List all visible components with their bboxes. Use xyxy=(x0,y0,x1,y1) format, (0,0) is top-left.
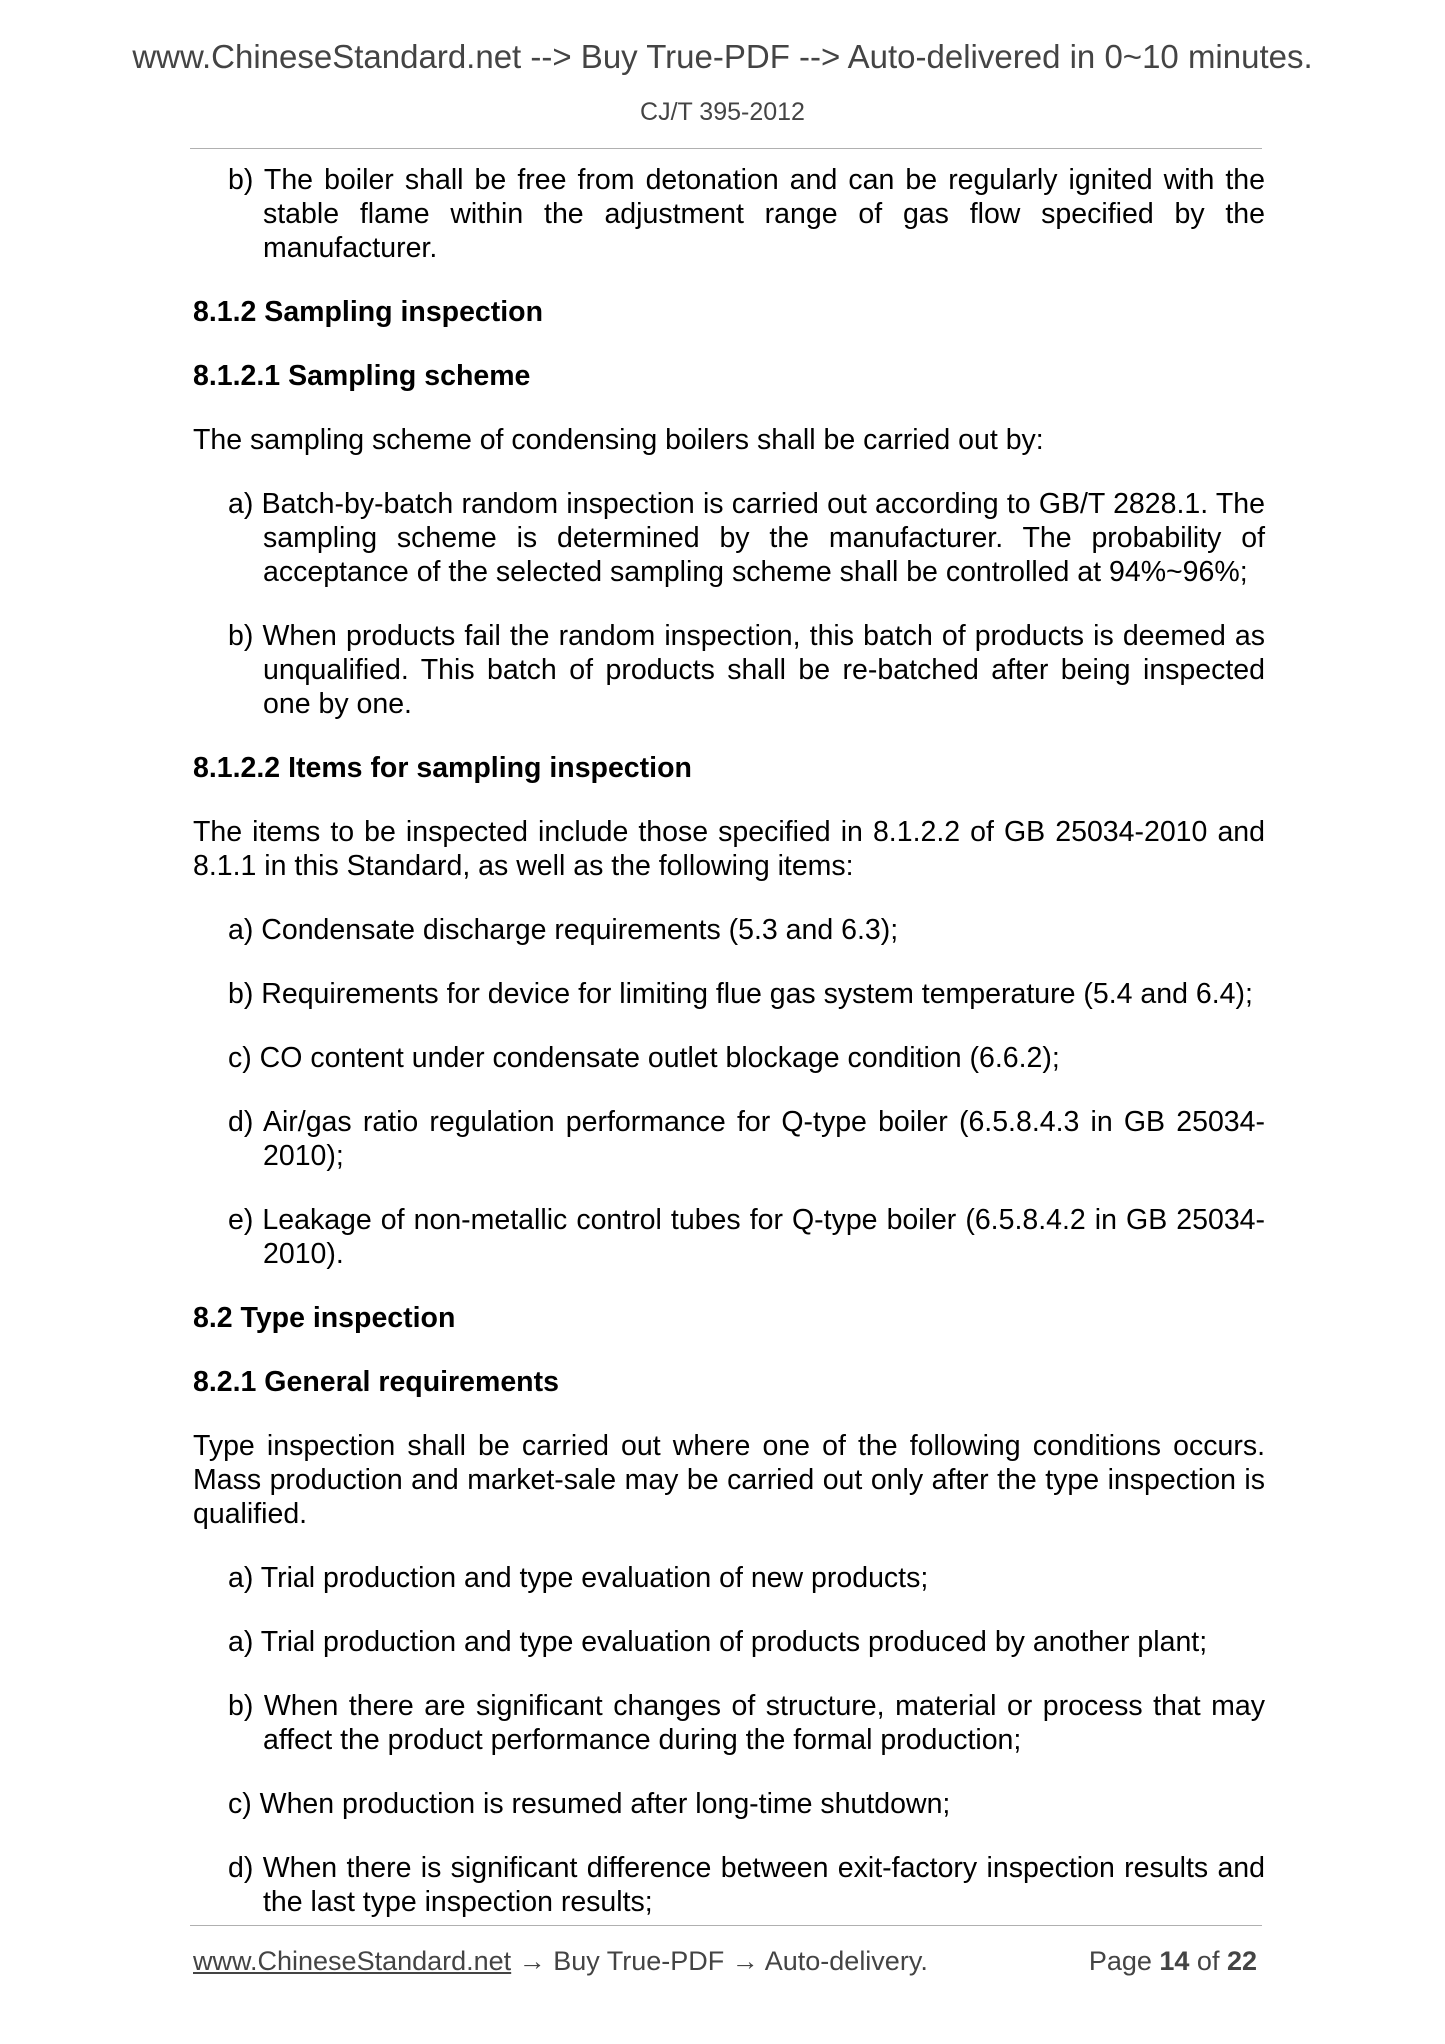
footer-promo-text: → Buy True-PDF → Auto-delivery. xyxy=(511,1946,928,1976)
section-heading: 8.1.2 Sampling inspection xyxy=(193,296,544,328)
list-item xyxy=(193,1041,1265,1075)
list-label: a) xyxy=(228,914,254,946)
subsection-heading: 8.2.1 General requirements xyxy=(193,1366,559,1398)
list-label: c) xyxy=(228,1788,252,1820)
list-text: When production is resumed after long-time shutdown; xyxy=(259,1788,951,1820)
list-text: When there is significant difference between exit-factory inspection results and the last type inspection results; xyxy=(262,1852,1265,1918)
paragraph: The items to be inspected include those specified in 8.1.2.2 of GB 25034-2010 and 8.1.1 in this Standard, as well as the following items: xyxy=(193,816,1265,882)
page-footer xyxy=(193,1946,1257,1977)
list-label: b) xyxy=(228,978,254,1010)
list-text: Requirements for device for limiting flue gas system temperature (5.4 and 6.4); xyxy=(261,978,1253,1010)
list-item xyxy=(193,1625,1265,1659)
list-label: d) xyxy=(228,1106,254,1138)
total-pages: 22 xyxy=(1226,1946,1257,1976)
subsection-heading: 8.1.2.1 Sampling scheme xyxy=(193,360,531,392)
list-text: The boiler shall be free from detonation and can be regularly ignited with the stable flame within the adjustment range of gas flow specified by the manufacturer. xyxy=(263,164,1265,264)
list-label: d) xyxy=(228,1852,254,1884)
list-item xyxy=(193,163,1265,265)
list-label: a) xyxy=(228,488,254,520)
list-label: b) xyxy=(228,620,254,652)
paragraph: Type inspection shall be carried out where one of the following conditions occurs. Mass production and market-sale may be carried out only after the type inspection is qualified. xyxy=(193,1430,1265,1530)
section-heading: 8.2 Type inspection xyxy=(193,1302,456,1334)
list-text: Trial production and type evaluation of products produced by another plant; xyxy=(260,1626,1208,1658)
subsection-heading: 8.1.2.2 Items for sampling inspection xyxy=(193,752,692,784)
paragraph: The sampling scheme of condensing boilers shall be carried out by: xyxy=(193,424,1044,456)
list-text: CO content under condensate outlet blockage condition (6.6.2); xyxy=(259,1042,1060,1074)
list-text: When products fail the random inspection, this batch of products is deemed as unqualified. This batch of products shall be re-batched after being inspected one by one. xyxy=(262,620,1265,720)
list-item xyxy=(193,1203,1265,1271)
list-item xyxy=(193,487,1265,589)
list-item xyxy=(193,1787,1265,1821)
list-item xyxy=(193,1105,1265,1173)
standard-code: CJ/T 395-2012 xyxy=(640,98,805,126)
header-divider xyxy=(190,148,1262,149)
list-label: a) xyxy=(228,1626,254,1658)
list-text: Trial production and type evaluation of new products; xyxy=(260,1562,929,1594)
document-body xyxy=(193,163,1265,1919)
footer-promo xyxy=(193,1946,928,1977)
list-text: Batch-by-batch random inspection is carried out according to GB/T 2828.1. The sampling scheme is determined by the manufacturer. The probability of acceptance of the selected sampling scheme shall be controlled at 94%~96%; xyxy=(261,488,1265,588)
list-item xyxy=(193,1689,1265,1757)
list-text: Condensate discharge requirements (5.3 and 6.3); xyxy=(261,914,899,946)
footer-site-link[interactable]: www.ChineseStandard.net xyxy=(193,1946,512,1976)
list-text: When there are significant changes of structure, material or process that may affect the product performance during the formal production; xyxy=(263,1690,1265,1756)
list-label: b) xyxy=(228,164,254,196)
list-text: Air/gas ratio regulation performance for Q-type boiler (6.5.8.4.3 in GB 25034-2010); xyxy=(262,1106,1265,1172)
list-item xyxy=(193,977,1265,1011)
list-label: c) xyxy=(228,1042,252,1074)
list-label: e) xyxy=(228,1204,254,1236)
footer-divider xyxy=(190,1925,1262,1926)
list-label: b) xyxy=(228,1690,254,1722)
list-item xyxy=(193,913,1265,947)
list-item xyxy=(193,1851,1265,1919)
top-banner: www.ChineseStandard.net --> Buy True-PDF --> Auto-delivered in 0~10 minutes. xyxy=(132,38,1313,75)
page-indicator: Page 14 of 22 xyxy=(1088,1946,1257,1976)
list-text: Leakage of non-metallic control tubes for Q-type boiler (6.5.8.4.2 in GB 25034-2010). xyxy=(262,1204,1266,1270)
list-item xyxy=(193,619,1265,721)
current-page: 14 xyxy=(1159,1946,1190,1976)
list-label: a) xyxy=(228,1562,254,1594)
list-item xyxy=(193,1561,1265,1595)
